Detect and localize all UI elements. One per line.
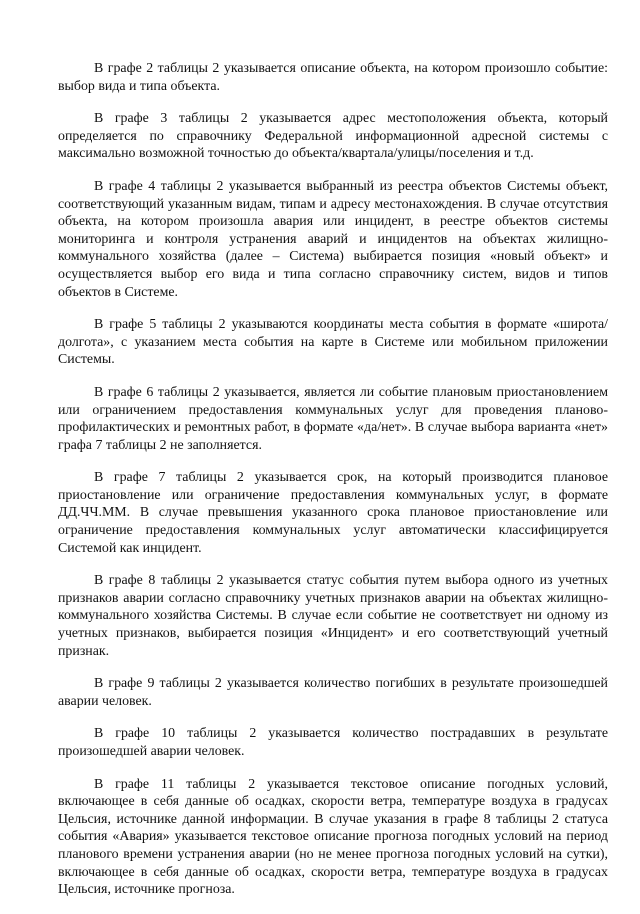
paragraph-column-3: В графе 3 таблицы 2 указывается адрес местоположения объекта, который определяется по справочнику Федеральной информационной адресной системы с максимально возможной точностью до объекта/квартала/улицы/поселения и т.д. — [58, 111, 608, 162]
paragraph-column-10: В графе 10 таблицы 2 указывается количество пострадавших в результате произошедшей аварии человек. — [58, 726, 608, 759]
paragraph-column-5: В графе 5 таблицы 2 указываются координаты места события в формате «широта/долгота», с указанием места события на карте в Системе или мобильном приложении Системы. — [58, 317, 608, 368]
paragraph-column-6: В графе 6 таблицы 2 указывается, является ли событие плановым приостановлением или ограничением предоставления коммунальных услуг для проведения планово-профилактических и ремонтных работ, в формате «да/нет». В случае выбора варианта «нет» графа 7 таблицы 2 не заполняется. — [58, 384, 608, 453]
paragraph-column-8: В графе 8 таблицы 2 указывается статус события путем выбора одного из учетных признаков аварии согласно справочнику учетных признаков аварии на объектах жилищно-коммунального хозяйства Системы. В случае если событие не соответствует ни одному из учетных признаков, выбирается позиция «Инцидент» и его соответствующий учетный признак. — [58, 573, 608, 659]
paragraph-column-11: В графе 11 таблицы 2 указывается текстовое описание погодных условий, включающее в себя данные об осадках, скорости ветра, температуре воздуха в градусах Цельсия, источнике данной информации. В случае указания в графе 8 таблицы 2 статуса события «Авария» указывается текстовое описание прогноза погодных условий на период планового времени устранения аварии (но не менее прогноза погодных условий на сутки), включающее в себя данные об осадках, скорости ветра, температуре воздуха в градусах Цельсия, источнике прогноза. — [58, 776, 608, 898]
paragraph-column-2: В графе 2 таблицы 2 указывается описание объекта, на котором произошло событие: выбор вида и типа объекта. — [58, 61, 608, 94]
paragraph-column-9: В графе 9 таблицы 2 указывается количество погибших в результате произошедшей аварии человек. — [58, 676, 608, 709]
document-page — [58, 60, 608, 914]
paragraph-column-7: В графе 7 таблицы 2 указывается срок, на который производится плановое приостановление или ограничение предоставления коммунальных услуг, в формате ДД.ЧЧ.ММ. В случае превышения указанного срока плановое приостановление или ограничение предоставления коммунальных услуг автоматически классифицируется Системой как инцидент. — [58, 470, 608, 556]
paragraph-column-4: В графе 4 таблицы 2 указывается выбранный из реестра объектов Системы объект, соответствующий указанным видам, типам и адресу местонахождения. В случае отсутствия объекта, на котором произошла авария или инцидент, в реестре объектов системы мониторинга и контроля устранения аварий и инцидентов на объектах жилищно-коммунального хозяйства (далее – Система) выбирается позиция «новый объект» и осуществляется выбор его вида и типа согласно справочнику систем, видов и типов объектов в Системе. — [58, 178, 608, 300]
